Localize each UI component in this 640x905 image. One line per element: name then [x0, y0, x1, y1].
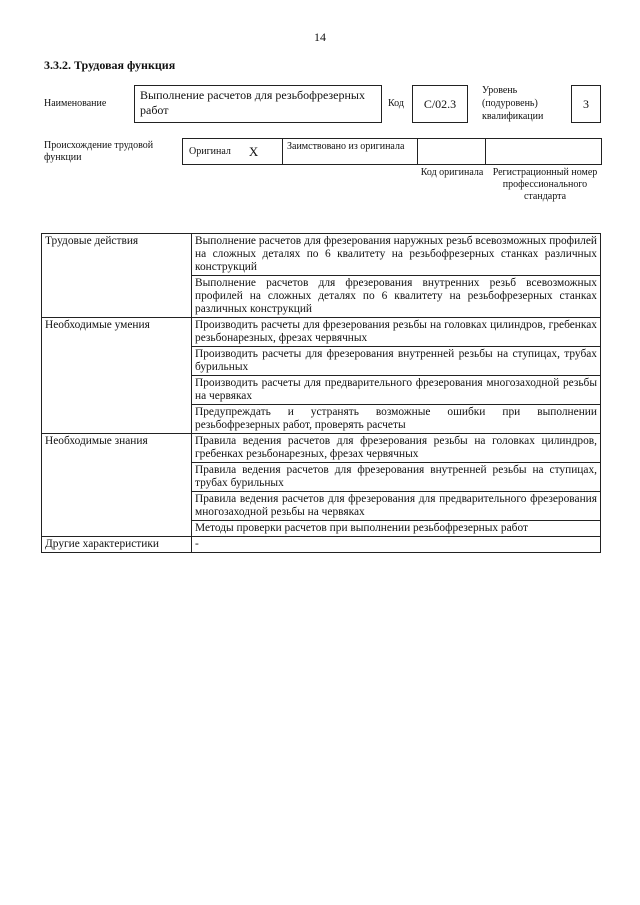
original-code-caption: Код оригинала: [420, 167, 484, 178]
code-label: Код: [388, 98, 404, 109]
category-cell: Трудовые действия: [42, 234, 192, 318]
original-code-cell: [418, 139, 486, 164]
origin-table: [182, 138, 602, 165]
function-name-value: Выполнение расчетов для резьбофрезерных работ: [134, 85, 382, 123]
table-row: [42, 318, 601, 347]
category-cell: Другие характеристики: [42, 537, 192, 553]
section-title: 3.3.2. Трудовая функция: [44, 58, 176, 72]
description-cell: Производить расчеты для фрезерования внутренней резьбы на ступицах, трубах бурильных: [192, 347, 601, 376]
description-cell: Предупреждать и устранять возможные ошибки при выполнении резьбофрезерных работ, проверять расчеты: [192, 405, 601, 434]
description-cell: -: [192, 537, 601, 553]
description-cell: Выполнение расчетов для фрезерования внутренних резьб всевозможных профилей на сложных деталях по 6 квалитету на резьбофрезерных станках различных конструкций: [192, 276, 601, 318]
description-cell: Производить расчеты для фрезерования резьбы на головках цилиндров, гребенках резьбонарезных, фрезах червячных: [192, 318, 601, 347]
original-mark: X: [248, 144, 259, 159]
table-body: [42, 234, 601, 553]
registration-number-caption: Регистрационный номер профессионального стандарта: [492, 167, 598, 202]
qualification-level-value: 3: [571, 85, 601, 123]
category-cell: Необходимые знания: [42, 434, 192, 537]
description-cell: Производить расчеты для предварительного фрезерования многозаходной резьбы на червяках: [192, 376, 601, 405]
registration-number-cell: [486, 139, 601, 164]
table-row: [42, 234, 601, 276]
borrowed-label: Заимствовано из оригинала: [283, 139, 418, 164]
description-cell: Методы проверки расчетов при выполнении резьбофрезерных работ: [192, 521, 601, 537]
function-code-value: C/02.3: [412, 85, 468, 123]
labor-function-table: [41, 233, 601, 553]
category-cell: Необходимые умения: [42, 318, 192, 434]
origin-original-cell: [183, 139, 283, 164]
description-cell: Выполнение расчетов для фрезерования наружных резьб всевозможных профилей на сложных деталях по 6 квалитету на резьбофрезерных станках различных конструкций: [192, 234, 601, 276]
table-row: [42, 434, 601, 463]
origin-label: Происхождение трудовой функции: [44, 140, 154, 163]
name-label: Наименование: [44, 98, 107, 109]
table-row: [42, 537, 601, 553]
page-number: 14: [314, 30, 326, 44]
description-cell: Правила ведения расчетов для фрезерования внутренней резьбы на ступицах, трубах бурильных: [192, 463, 601, 492]
original-label: Оригинал: [189, 146, 231, 157]
description-cell: Правила ведения расчетов для фрезерования резьбы на головках цилиндров, гребенках резьбонарезных, фрезах червячных: [192, 434, 601, 463]
description-cell: Правила ведения расчетов для фрезерования для предварительного фрезерования многозаходной резьбы на червяках: [192, 492, 601, 521]
qualification-level-label: Уровень (подуровень) квалификации: [482, 85, 544, 122]
